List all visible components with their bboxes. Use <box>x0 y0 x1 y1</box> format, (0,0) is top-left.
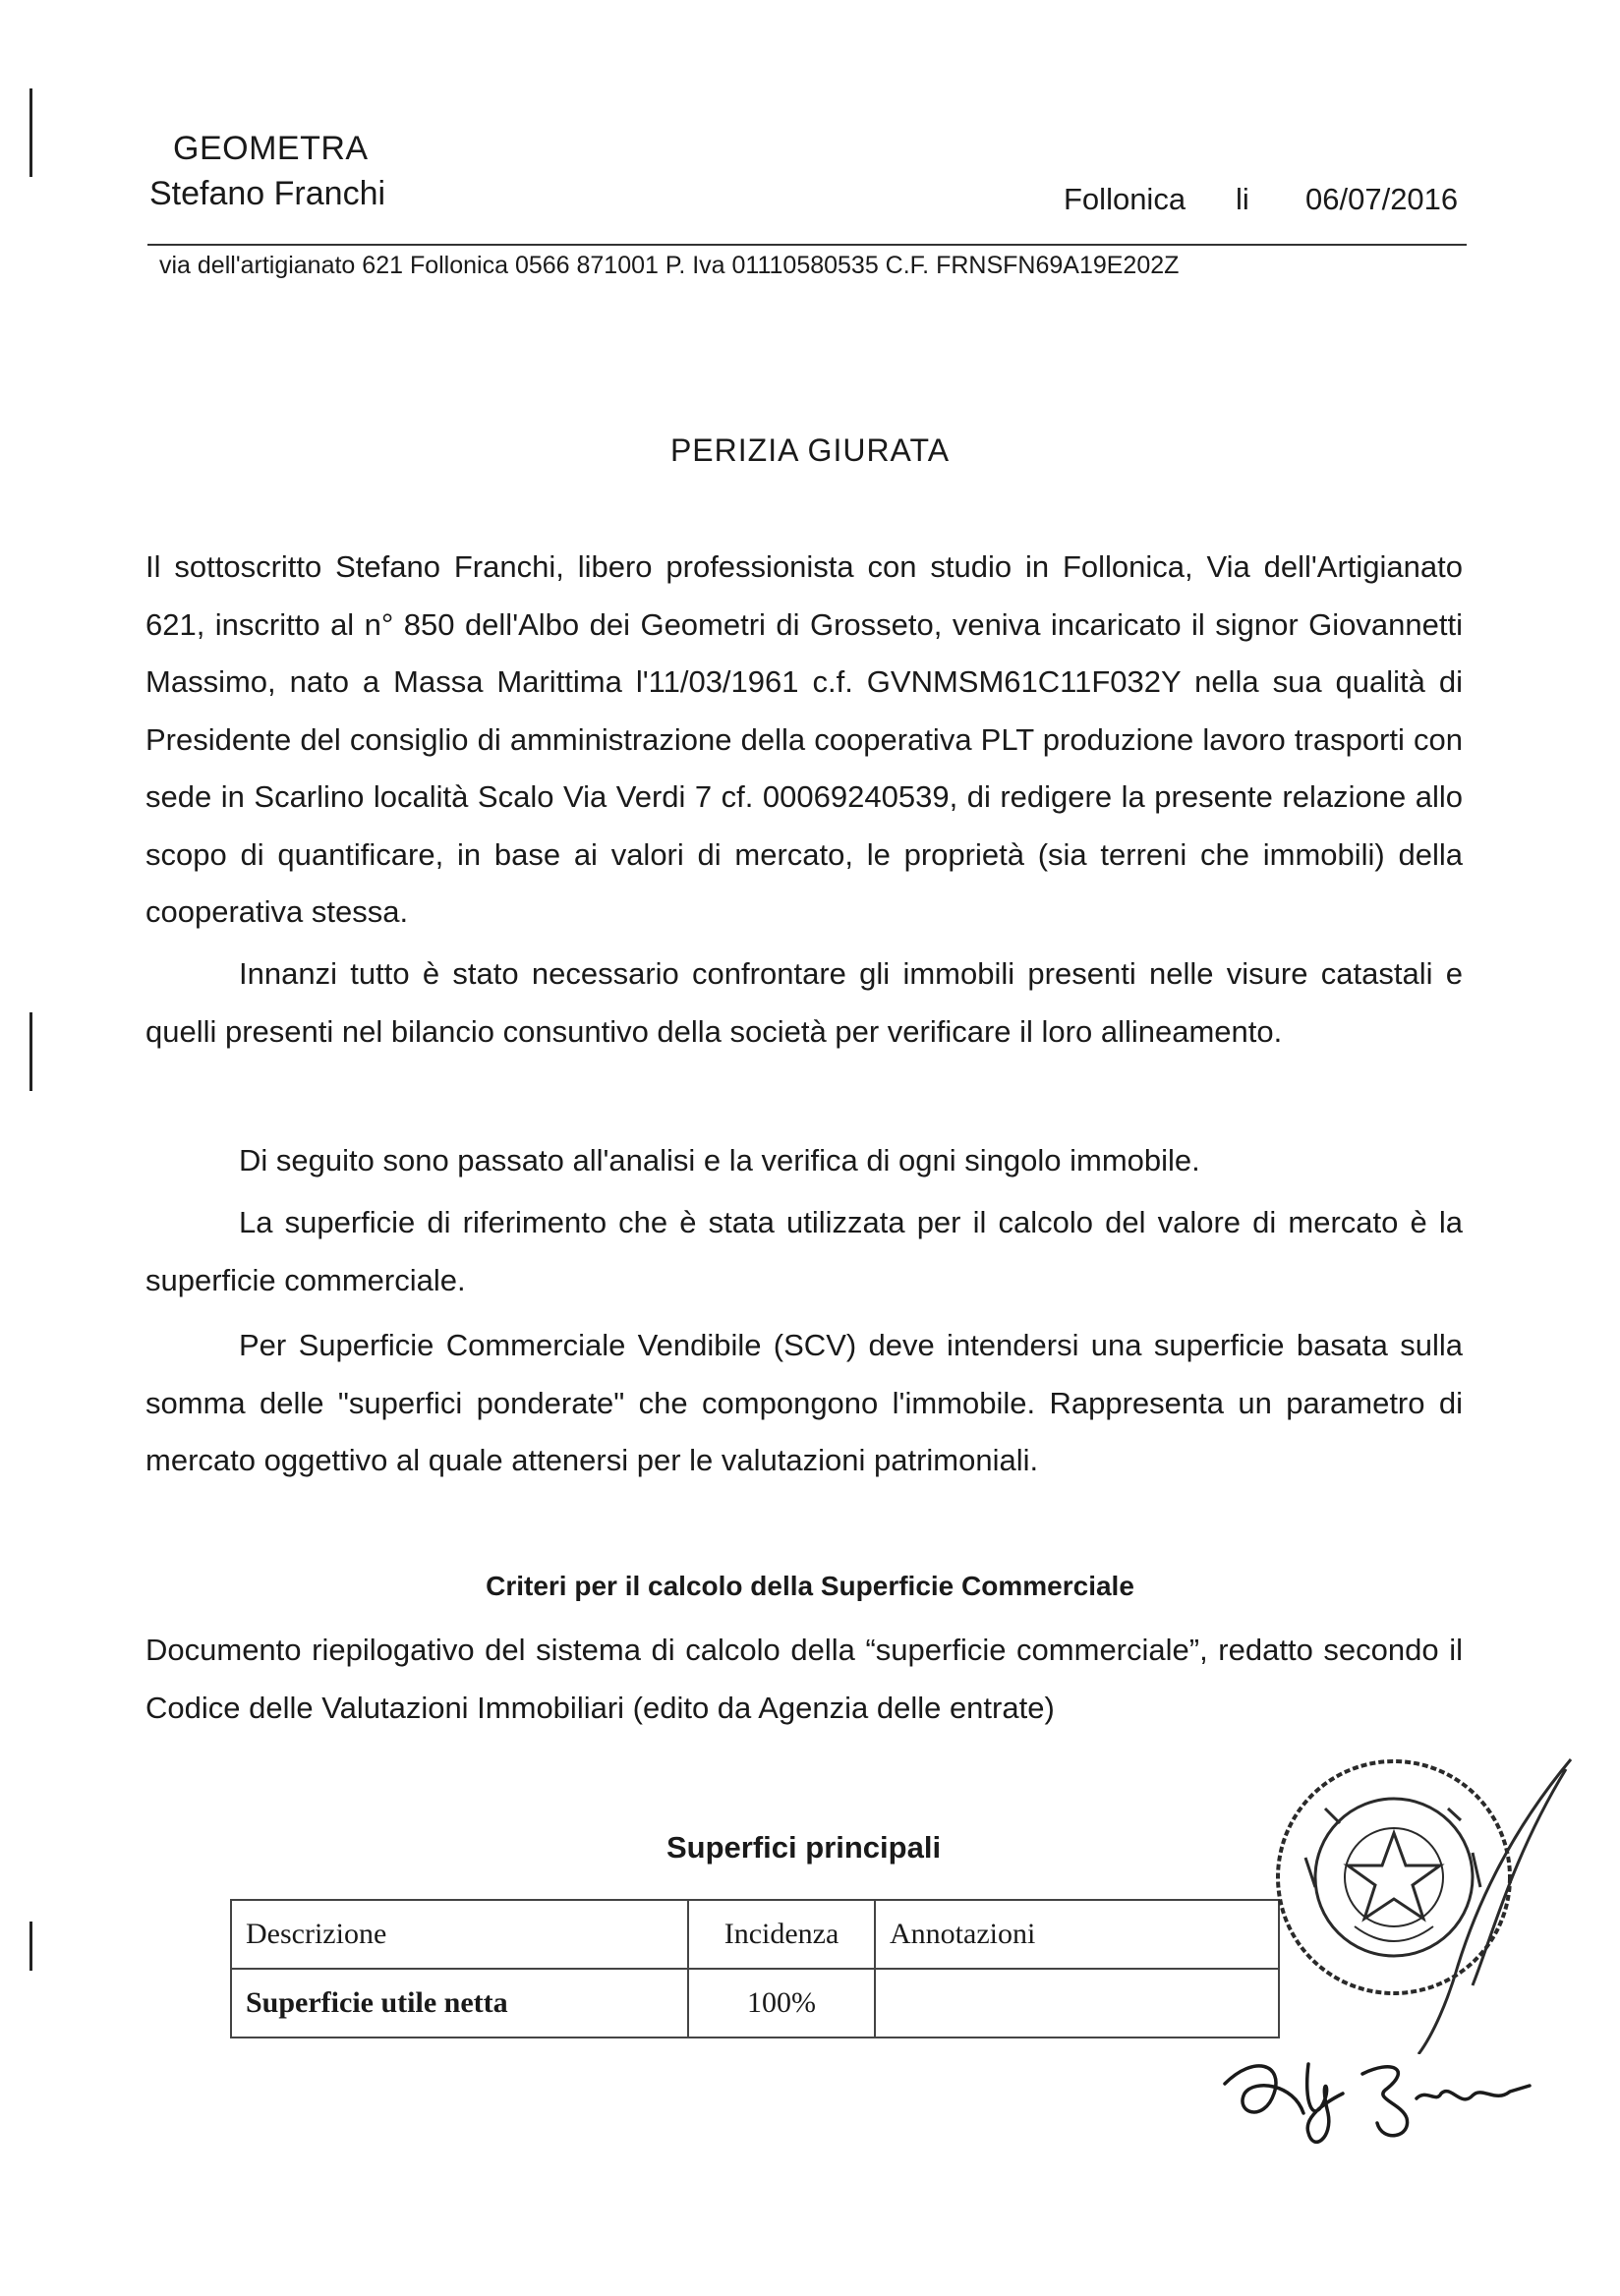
cell-annotazioni <box>875 1969 1279 2038</box>
criteria-text: Documento riepilogativo del sistema di calcolo della “superficie commerciale”, redatto secondo il Codice delle Valutazioni Immobiliari (edito da Agenzia delle entrate) <box>145 1633 1463 1725</box>
scan-mark <box>29 1012 32 1091</box>
table-row <box>231 1969 1279 2038</box>
scan-mark <box>29 1922 32 1971</box>
cell-incidenza: 100% <box>688 1969 875 2038</box>
paragraph-comparison: Innanzi tutto è stato necessario confrontare gli immobili presenti nelle visure catastali e quelli presenti nel bilancio consuntivo della società per verificare il loro allineamento. <box>145 956 1463 1049</box>
scan-mark <box>29 88 32 177</box>
paragraph-intro: Il sottoscritto Stefano Franchi, libero professionista con studio in Follonica, Via dell'Artigianato 621, inscritto al n° 850 dell'Albo dei Geometri di Grosseto, veniva incaricato il signor Giovannetti Massimo, nato a Massa Marittima l'11/03/1961 c.f. GVNMSM61C11F032Y nella sua qualità di Presidente del consiglio di amministrazione della cooperativa PLT produzione lavoro trasporti con sede in Scarlino località Scalo Via Verdi 7 cf. 00069240539, di redigere la presente relazione allo scopo di quantificare, in base ai valori di mercato, le proprietà (sia terreni che immobili) della cooperativa stessa. <box>145 549 1463 929</box>
cell-descrizione: Superficie utile netta <box>231 1969 688 2038</box>
official-seal-stamp <box>1246 1740 1581 2054</box>
header-descrizione: Descrizione <box>231 1900 688 1969</box>
header-incidenza: Incidenza <box>688 1900 875 1969</box>
letterhead-li: li <box>1236 182 1249 216</box>
letterhead-contact: via dell'artigianato 621 Follonica 0566 871001 P. Iva 01110580535 C.F. FRNSFN69A19E202Z <box>159 252 1180 279</box>
handwritten-signature <box>1215 2044 1539 2162</box>
letterhead-title: GEOMETRA <box>173 130 369 167</box>
paragraph-analysis: Di seguito sono passato all'analisi e la verifica di ogni singolo immobile. <box>239 1143 1200 1177</box>
letterhead-place: Follonica <box>1064 182 1186 216</box>
criteria-heading: Criteri per il calcolo della Superficie Commerciale <box>486 1571 1134 1601</box>
header-annotazioni: Annotazioni <box>875 1900 1279 1969</box>
surfaces-table <box>230 1899 1280 2038</box>
document-title: PERIZIA GIURATA <box>669 432 951 468</box>
table-header-row <box>231 1900 1279 1969</box>
table-heading: Superfici principali <box>666 1830 942 1865</box>
letterhead-name: Stefano Franchi <box>149 175 386 212</box>
letterhead-date: 06/07/2016 <box>1305 182 1459 216</box>
letterhead-divider <box>147 244 1467 246</box>
paragraph-scv: Per Superficie Commerciale Vendibile (SCV) deve intendersi una superficie basata sulla somma delle "superfici ponderate" che compongono l'immobile. Rappresenta un parametro di mercato oggettivo al quale attenersi per le valutazioni patrimoniali. <box>145 1328 1463 1477</box>
paragraph-surface: La superficie di riferimento che è stata utilizzata per il calcolo del valore di mercato è la superficie commerciale. <box>145 1205 1463 1297</box>
